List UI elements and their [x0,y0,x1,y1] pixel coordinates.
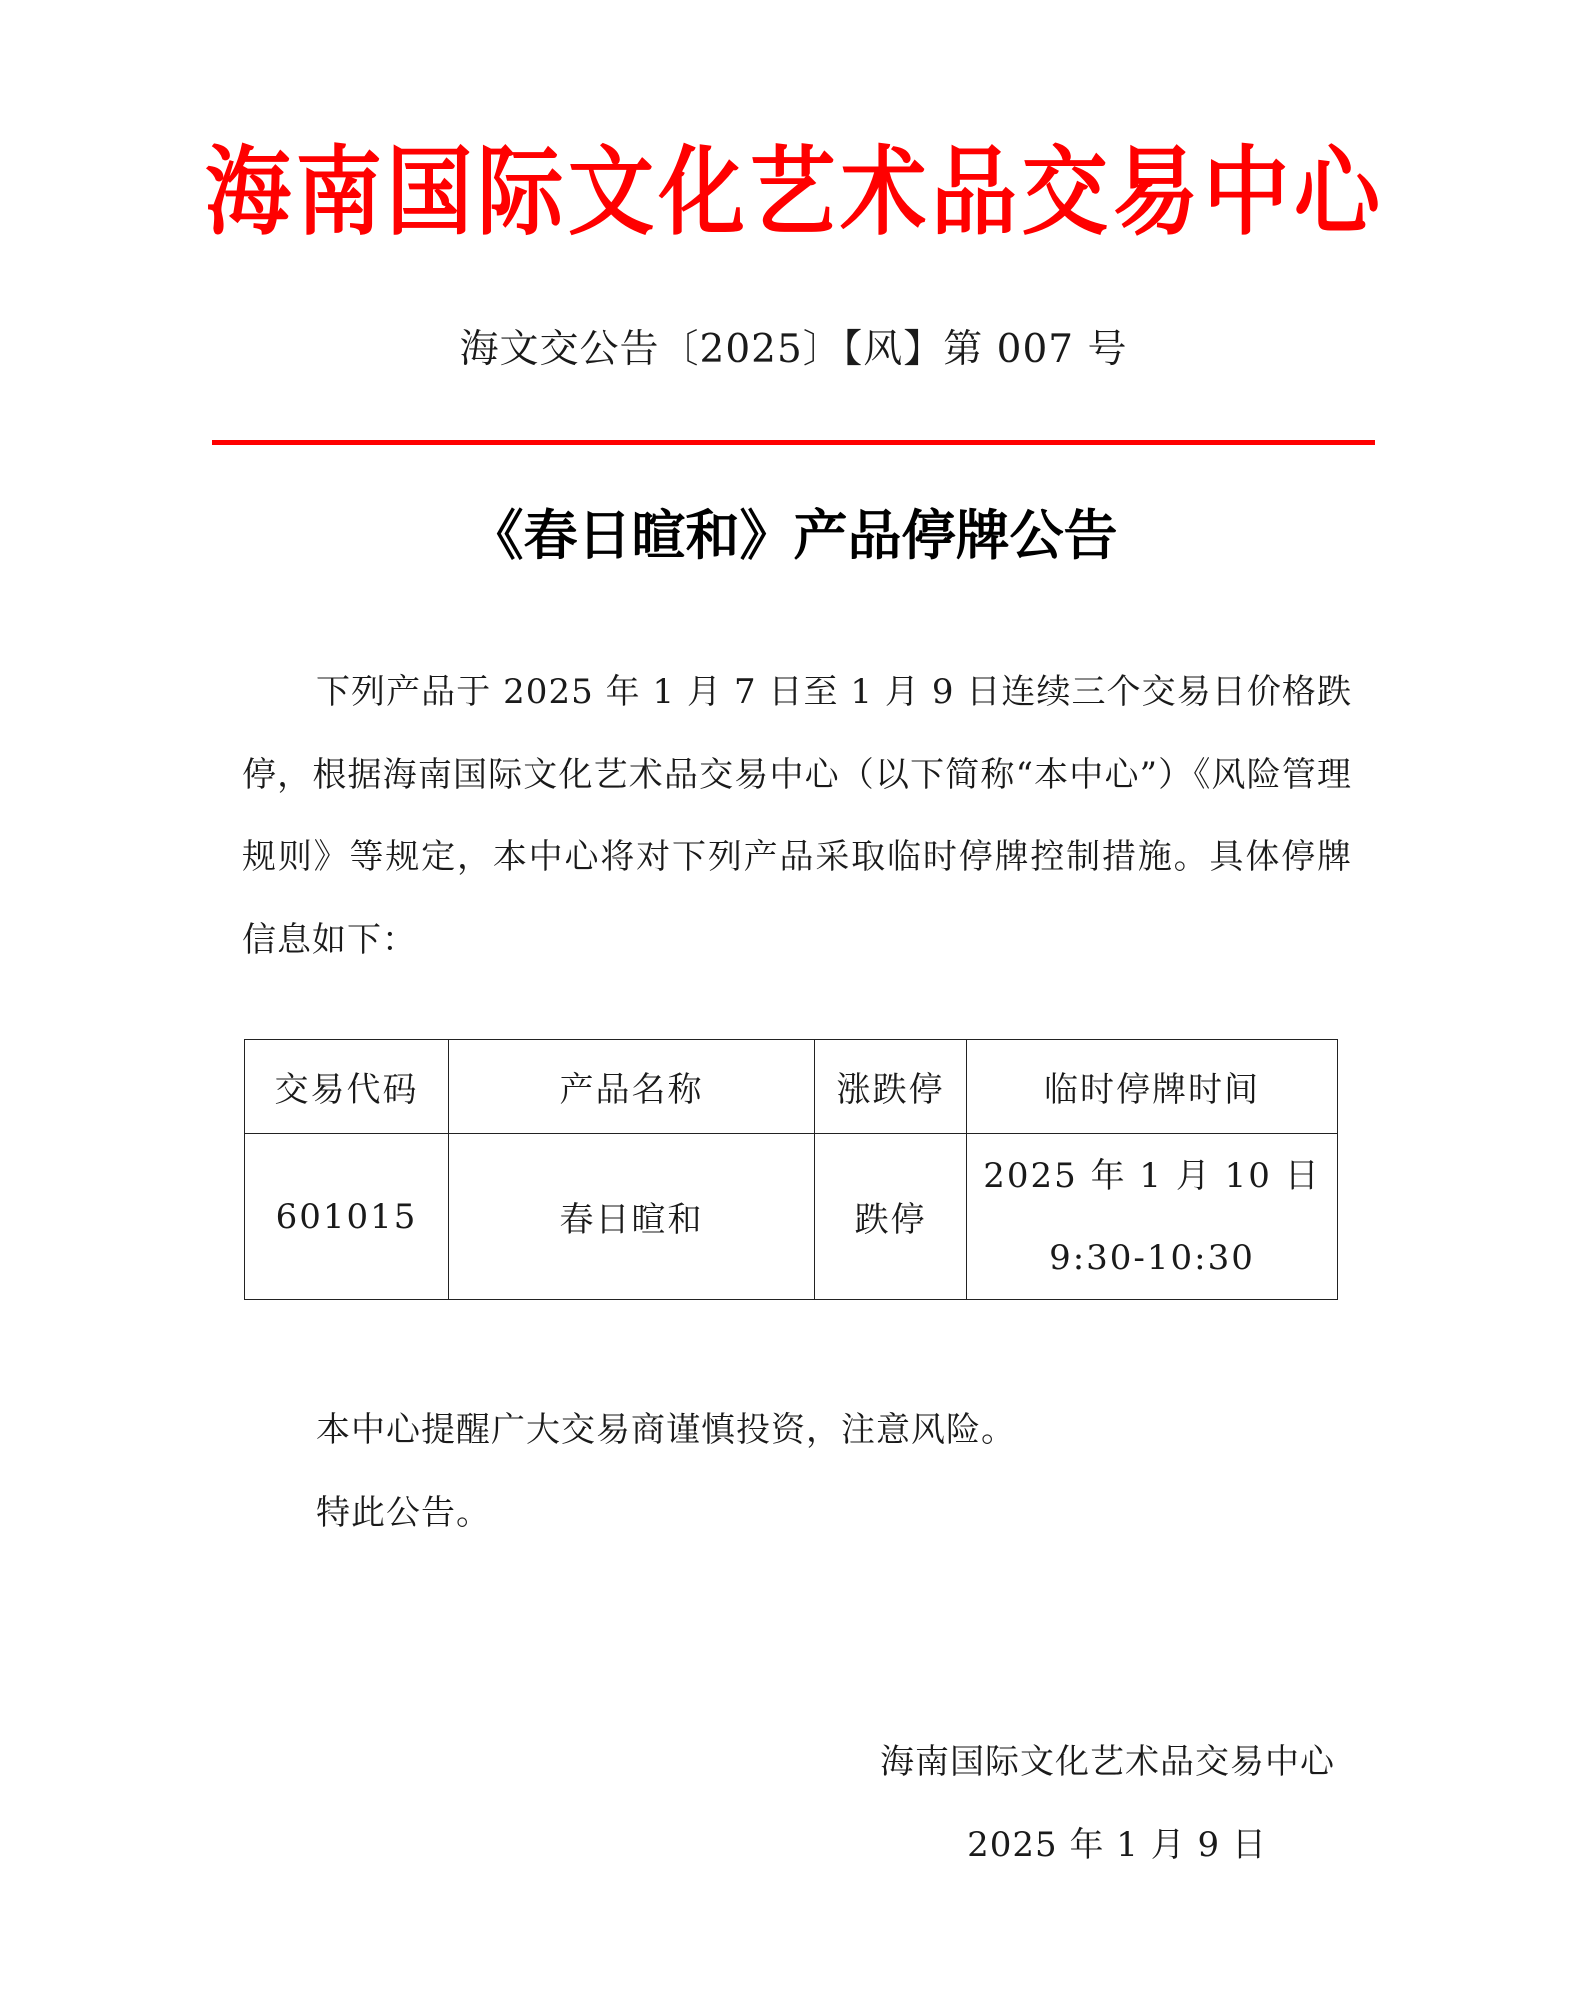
header-char: 心 [1294,135,1380,249]
body-paragraph: 下列产品于 2025 年 1 月 7 日至 1 月 9 日连续三个交易日价格跌停，根据海南国际文化艺术品交易中心（以下简称“本中心”）《风险管理规则》等规定，本中心将对下列产品采取临时停牌控制措施。具体停牌信息如下： [242,672,1352,960]
header-product-name: 产品名称 [449,1040,815,1134]
signature-date: 2025 年 1 月 9 日 [967,1825,1267,1865]
header-char: 际 [477,135,564,249]
suspension-time-range: 9:30-10:30 [1049,1237,1255,1278]
header-trade-code: 交易代码 [245,1040,449,1134]
header-char: 化 [658,135,745,249]
table-row [245,1134,1338,1300]
table-header-row [245,1040,1338,1134]
cell-product-name: 春日暄和 [449,1134,815,1300]
cell-trade-code: 601015 [245,1134,449,1300]
header-char: 艺 [749,135,836,249]
cell-price-limit: 跌停 [815,1134,967,1300]
document-title: 《春日暄和》产品停牌公告 [469,503,1118,567]
header-char: 术 [840,135,927,249]
header-char: 文 [568,135,654,249]
header-char: 交 [1021,135,1108,249]
cell-suspension-time [967,1134,1338,1300]
header-char: 易 [1112,135,1199,249]
organization-header [205,128,1380,258]
header-char: 海 [205,135,291,249]
header-char: 国 [386,135,473,249]
closing-statement: 特此公告。 [316,1493,491,1533]
header-char: 品 [931,135,1017,249]
header-char: 南 [295,135,382,249]
header-suspension-time: 临时停牌时间 [967,1040,1338,1134]
suspension-date: 2025 年 1 月 10 日 [983,1155,1321,1196]
header-price-limit: 涨跌停 [815,1040,967,1134]
header-divider [212,440,1375,445]
document-number: 海文交公告〔2025〕【风】第 007 号 [459,327,1128,372]
signature-organization: 海南国际文化艺术品交易中心 [880,1742,1335,1782]
risk-reminder: 本中心提醒广大交易商谨慎投资，注意风险。 [316,1410,1016,1450]
header-char: 中 [1203,135,1290,249]
suspension-table [244,1039,1338,1300]
